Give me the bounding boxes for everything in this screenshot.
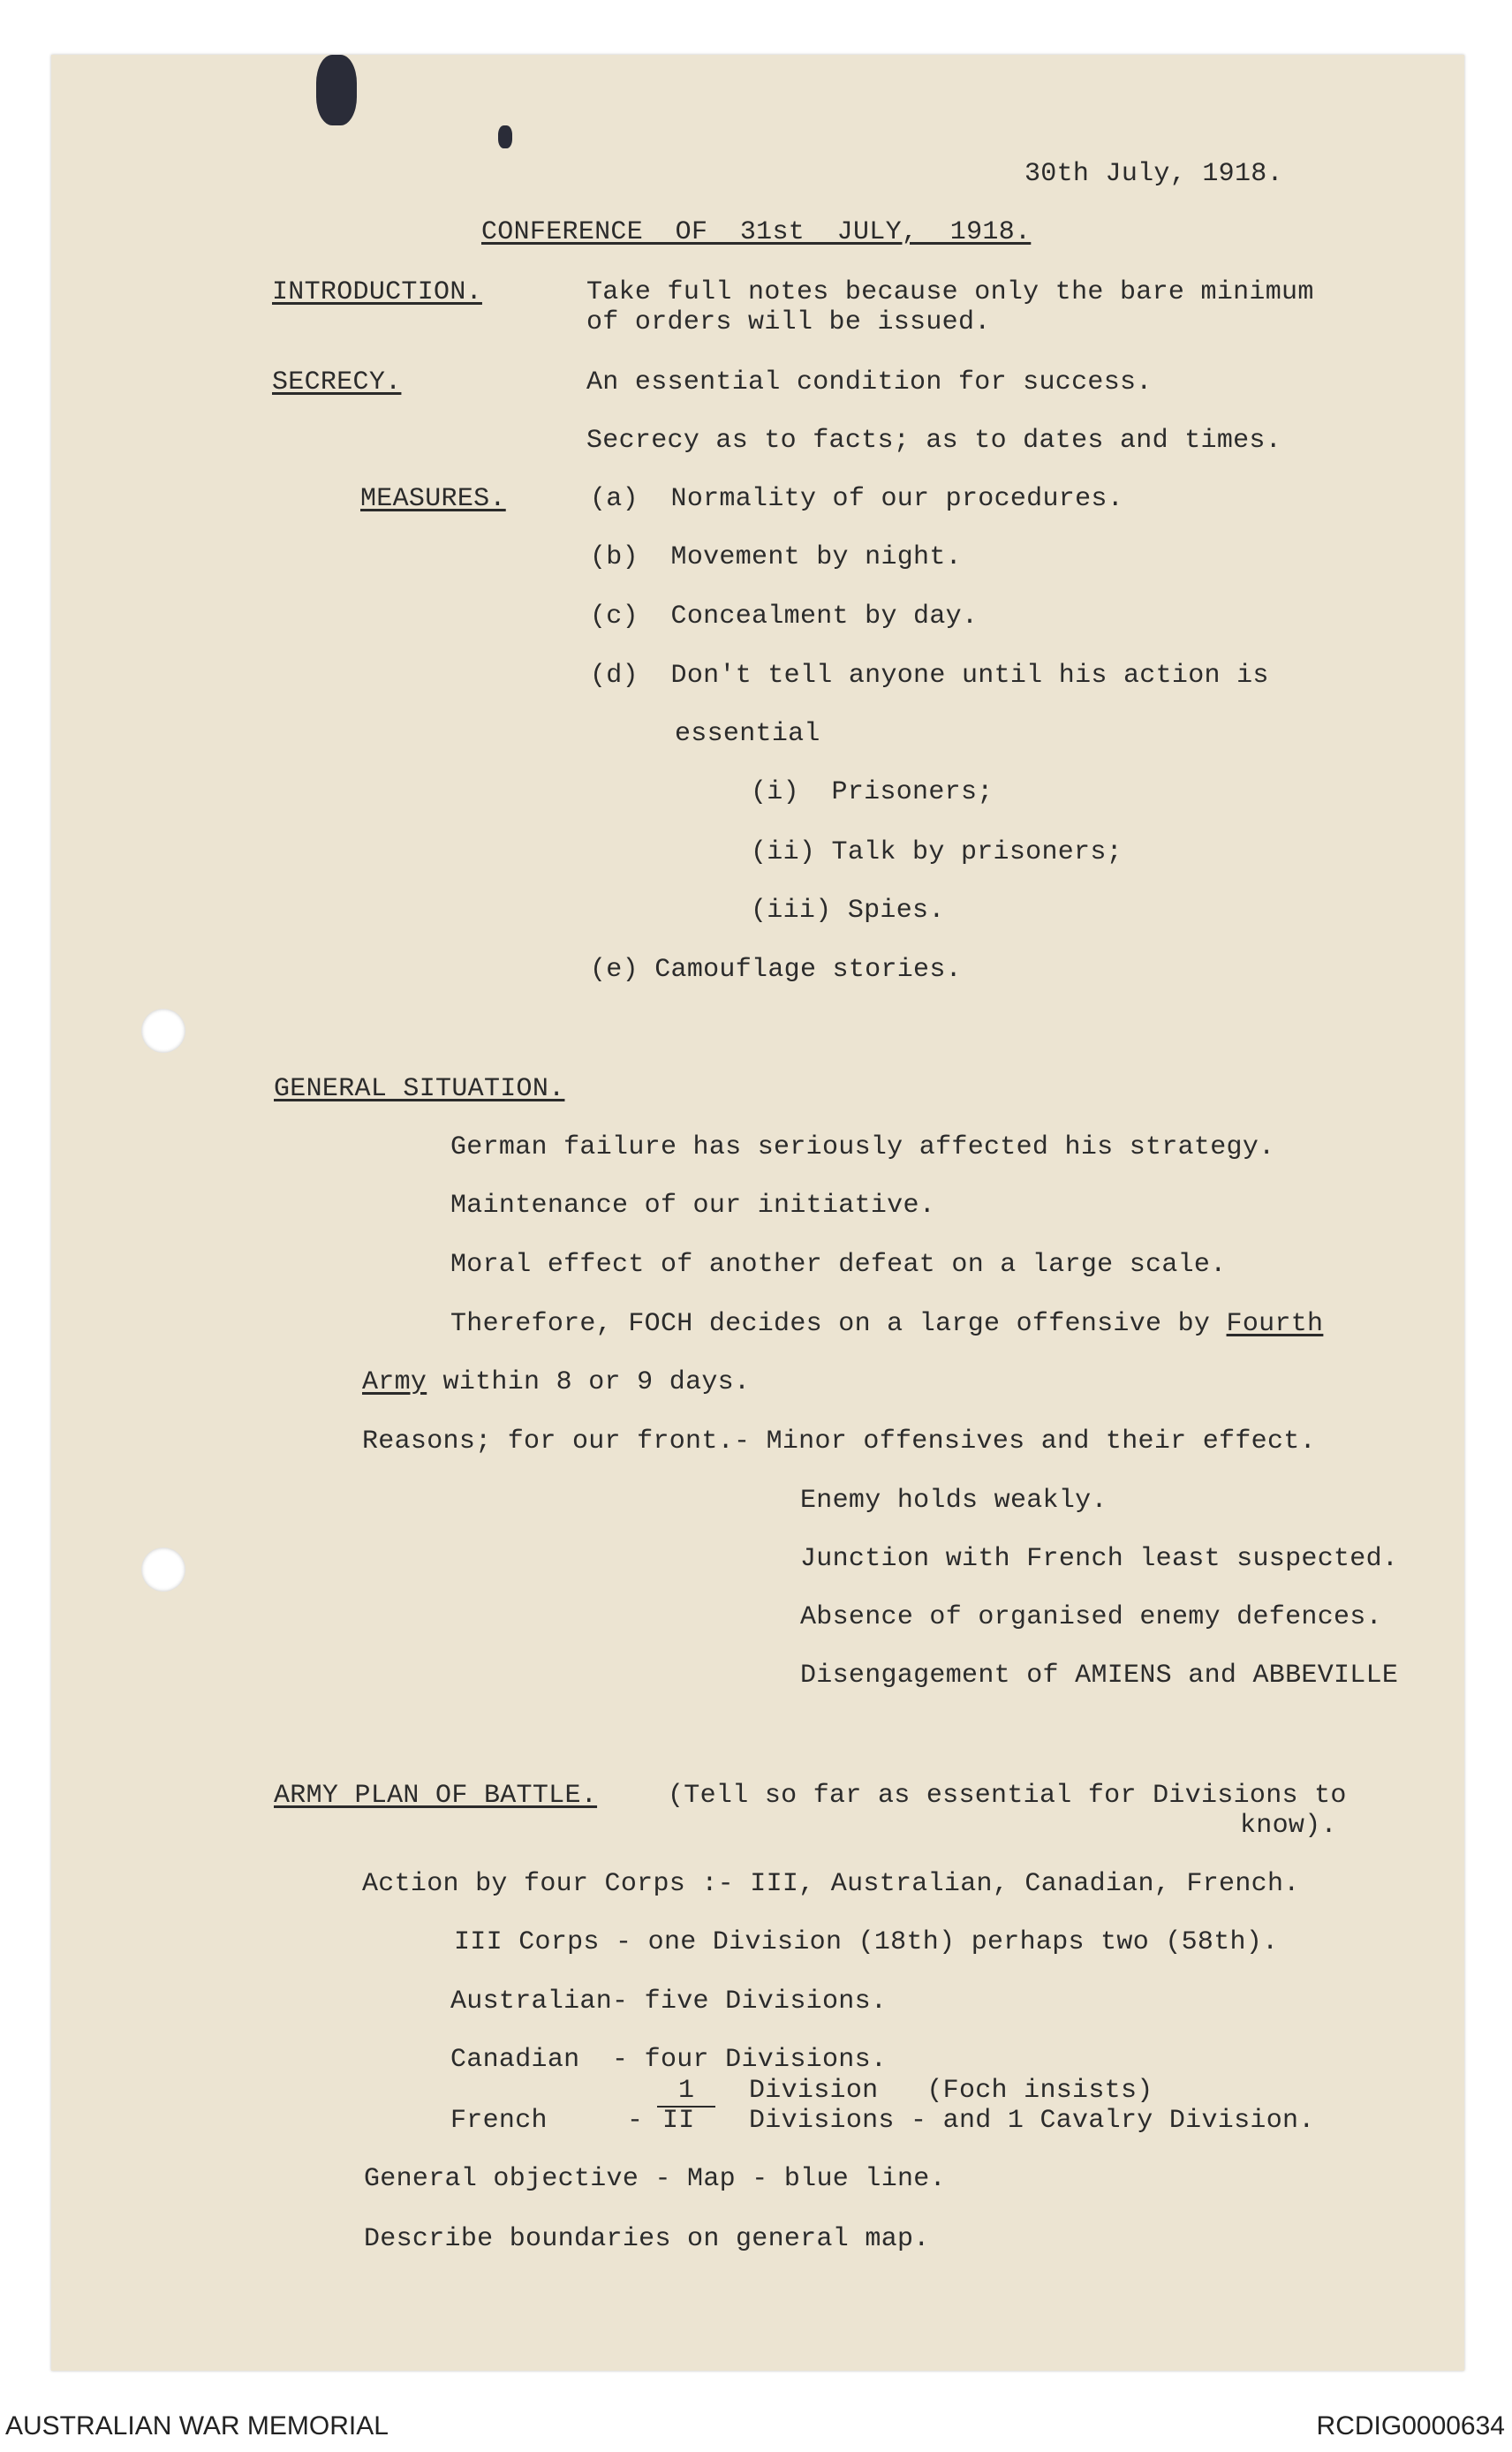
ink-stain (316, 55, 357, 125)
document-title: CONFERENCE OF 31st JULY, 1918. (481, 217, 1032, 247)
introduction-heading: INTRODUCTION. (272, 277, 482, 307)
measure-item: (d) Don't tell anyone until his action is (590, 661, 1269, 691)
army-plan-note: (Tell so far as essential for Divisions to (668, 1781, 1347, 1811)
introduction-text: Take full notes because only the bare minimum (586, 277, 1314, 307)
reason-item: Junction with French least suspected. (800, 1544, 1399, 1574)
measure-item: (b) Movement by night. (590, 542, 962, 572)
french-label: French (450, 2106, 548, 2136)
corps-item: Canadian - four Divisions. (450, 2045, 888, 2075)
french-dash: - (627, 2106, 644, 2136)
measure-subitem: (i) Prisoners; (751, 777, 994, 807)
corps-item: III Corps - one Division (18th) perhaps two (58th). (454, 1927, 1279, 1957)
situation-text (362, 1367, 750, 1397)
footer-id: RCDIG0000634 (1316, 2411, 1505, 2441)
secrecy-text: Secrecy as to facts; as to dates and times. (586, 426, 1282, 456)
reasons-text: Reasons; for our front.- Minor offensives and their effect. (362, 1427, 1316, 1457)
general-situation-heading: GENERAL SITUATION. (274, 1074, 565, 1104)
ink-stain (498, 125, 512, 148)
situation-text: German failure has seriously affected his strategy. (450, 1132, 1275, 1162)
situation-text-underlined: Fourth (1226, 1309, 1324, 1339)
situation-text-part: Therefore, FOCH decides on a large offensive by (450, 1309, 1227, 1339)
army-plan-note: know). (1240, 1811, 1337, 1841)
punch-hole (141, 1548, 185, 1592)
army-plan-text: Describe boundaries on general map. (364, 2224, 930, 2254)
french-divisions-text: Divisions - and 1 Cavalry Division. (749, 2106, 1315, 2136)
french-fraction-denominator: II (662, 2106, 695, 2136)
footer-credit: AUSTRALIAN WAR MEMORIAL (5, 2411, 389, 2441)
army-plan-heading: ARMY PLAN OF BATTLE. (274, 1781, 598, 1811)
situation-text: Maintenance of our initiative. (450, 1191, 936, 1221)
reason-item: Disengagement of AMIENS and ABBEVILLE (800, 1661, 1399, 1691)
reason-item: Absence of organised enemy defences. (800, 1602, 1382, 1632)
army-plan-text: Action by four Corps :- III, Australian, Canadian, French. (362, 1869, 1300, 1899)
french-division-text: Division (Foch insists) (749, 2076, 1153, 2106)
measure-subitem: (ii) Talk by prisoners; (751, 837, 1123, 867)
secrecy-text: An essential condition for success. (586, 367, 1153, 397)
document-date: 30th July, 1918. (1024, 159, 1283, 189)
army-plan-text: General objective - Map - blue line. (364, 2164, 946, 2194)
measure-subitem: (iii) Spies. (751, 896, 945, 926)
situation-text-part: within 8 or 9 days. (427, 1367, 751, 1397)
reason-item: Enemy holds weakly. (800, 1486, 1108, 1516)
measure-item: (c) Concealment by day. (590, 602, 979, 632)
measure-item: (e) Camouflage stories. (590, 955, 962, 985)
measures-heading: MEASURES. (360, 484, 506, 514)
french-fraction-numerator: 1 (678, 2076, 695, 2106)
secrecy-heading: SECRECY. (272, 367, 402, 397)
situation-text (450, 1309, 1323, 1339)
situation-text: Moral effect of another defeat on a large scale. (450, 1250, 1227, 1280)
measure-item: (a) Normality of our procedures. (590, 484, 1123, 514)
introduction-text: of orders will be issued. (586, 307, 991, 337)
punch-hole (141, 1009, 185, 1053)
corps-item: Australian- five Divisions. (450, 1987, 888, 2017)
situation-text-underlined: Army (362, 1367, 427, 1397)
measure-item: essential (675, 719, 820, 749)
